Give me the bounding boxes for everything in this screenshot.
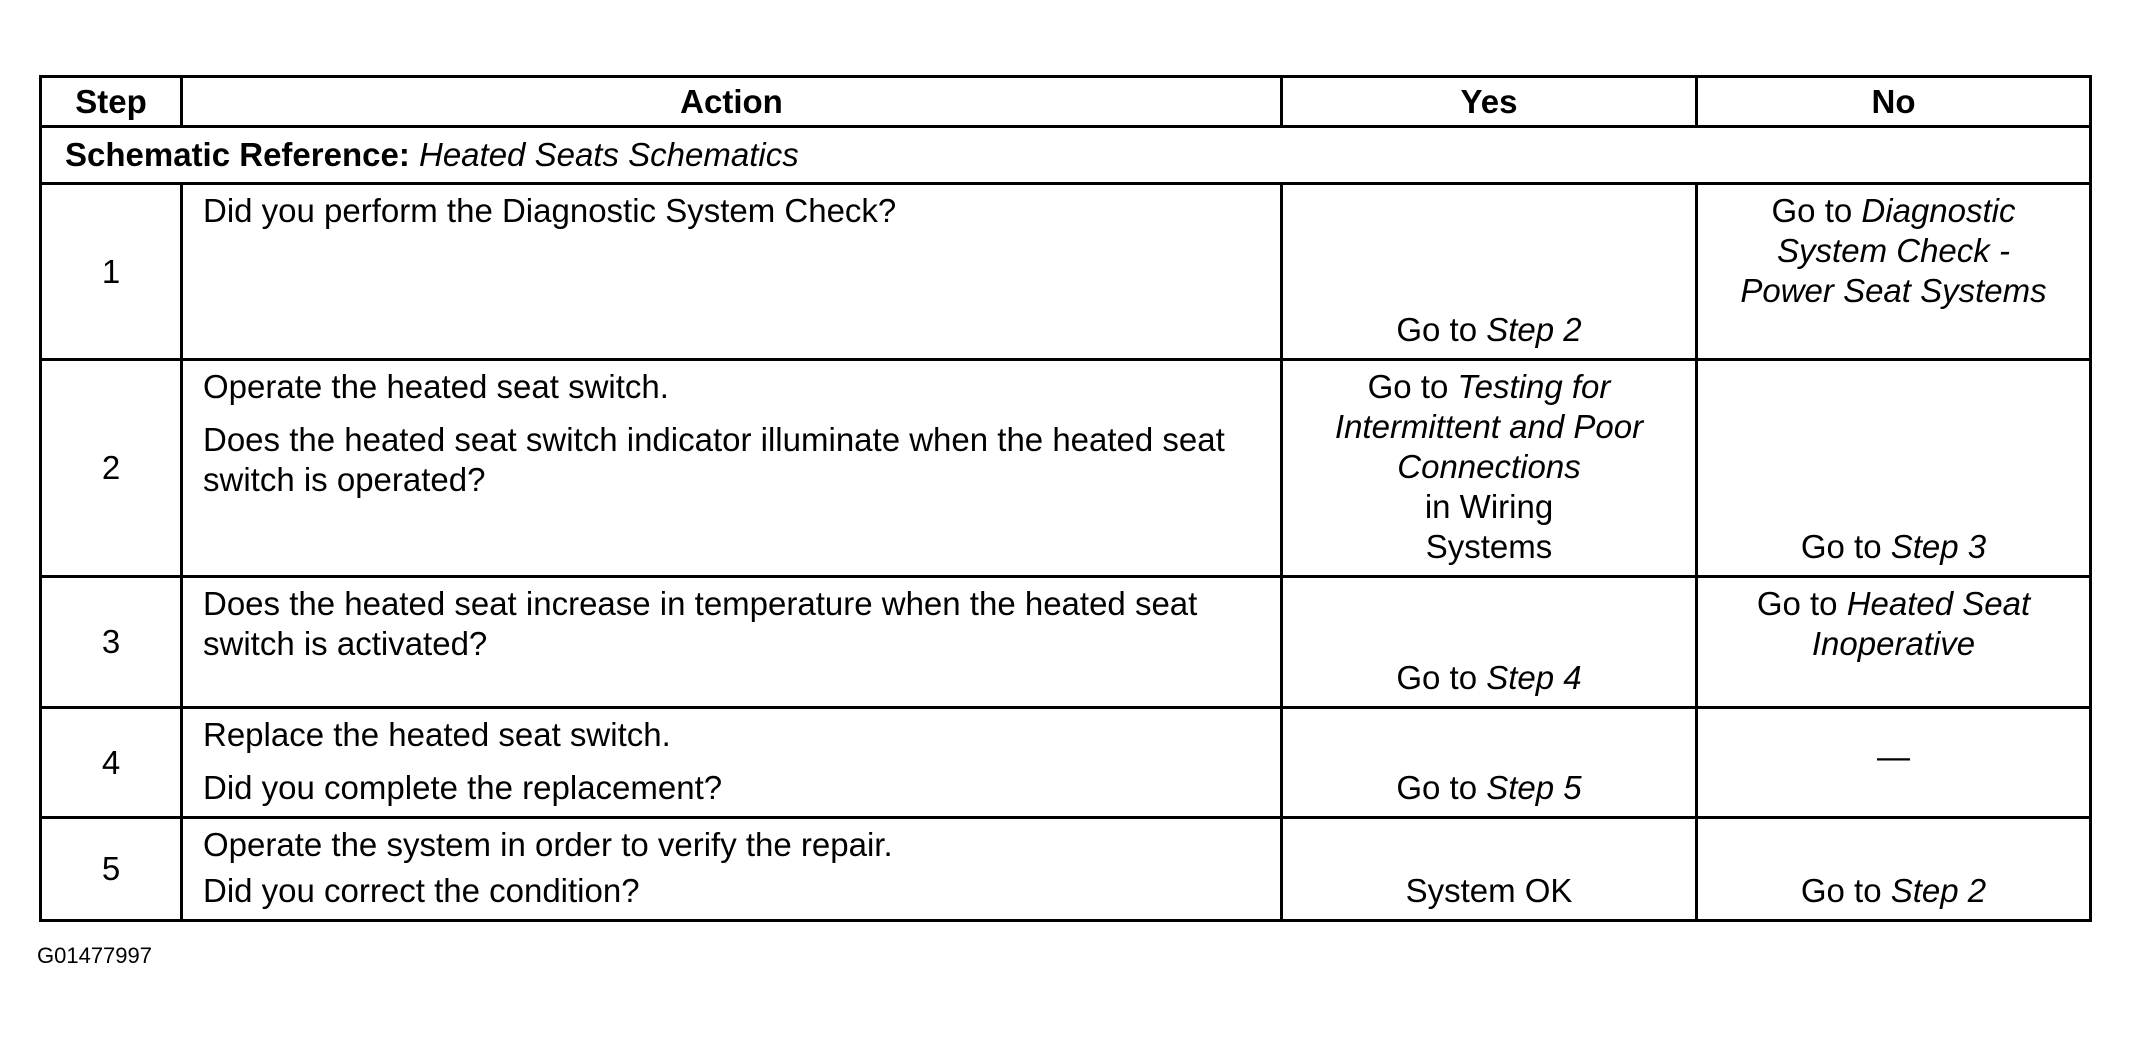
- no-cell: [1697, 360, 2091, 577]
- yes-cell: [1282, 360, 1697, 577]
- yes-cell: [1282, 577, 1697, 708]
- step-number: 4: [41, 708, 182, 818]
- action-text: Operate the heated seat switch.: [203, 368, 669, 405]
- procedure-link[interactable]: System Check -: [1777, 232, 2010, 269]
- procedure-link[interactable]: Inoperative: [1811, 625, 1976, 662]
- procedure-link[interactable]: Heated Seat: [1846, 585, 2031, 622]
- procedure-link[interactable]: Diagnostic: [1861, 192, 2016, 229]
- step-number: 2: [41, 360, 182, 577]
- no-result: Go to Diagnostic: [1771, 192, 2016, 229]
- no-cell: [1697, 184, 2091, 360]
- action-question: Did you correct the condition?: [203, 872, 640, 909]
- yes-cell: [1282, 184, 1697, 360]
- yes-cell: [1282, 708, 1697, 818]
- yes-result-suffix: Systems: [1425, 528, 1553, 565]
- action-question: Does the heated seat switch indicator illuminate when the heated seat switch is operated?: [203, 421, 1225, 498]
- step-link[interactable]: Step 2: [1890, 872, 1987, 909]
- action-text: Did you perform the Diagnostic System Check?: [203, 192, 897, 229]
- action-cell: [182, 184, 1282, 360]
- schematic-reference-row: [41, 127, 2091, 184]
- yes-cell: [1282, 818, 1697, 921]
- step-number: 1: [41, 184, 182, 360]
- yes-result: System OK: [1405, 872, 1573, 909]
- step-link[interactable]: Step 5: [1486, 769, 1582, 806]
- header-yes: Yes: [1282, 77, 1697, 127]
- schematic-reference-cell: [41, 127, 2091, 184]
- procedure-link[interactable]: Intermittent and Poor: [1334, 408, 1644, 445]
- procedure-link[interactable]: Connections: [1397, 448, 1581, 485]
- yes-result: Go to Testing for: [1367, 368, 1611, 405]
- action-cell: [182, 708, 1282, 818]
- yes-result: Go to Step 2: [1396, 311, 1582, 348]
- table-row: [41, 708, 2091, 818]
- no-cell: [1697, 818, 2091, 921]
- action-cell: [182, 360, 1282, 577]
- procedure-link[interactable]: Testing for: [1457, 368, 1611, 405]
- no-cell: [1697, 577, 2091, 708]
- yes-result: Go to Step 5: [1396, 769, 1582, 806]
- action-cell: [182, 818, 1282, 921]
- no-result: Go to Step 2: [1800, 872, 1987, 909]
- diagnostic-table: [39, 75, 2092, 922]
- action-question: Did you complete the replacement?: [203, 769, 723, 806]
- action-cell: [182, 577, 1282, 708]
- yes-result-suffix: in Wiring: [1424, 488, 1554, 525]
- yes-result: Go to Step 4: [1396, 659, 1582, 696]
- figure-id: G01477997: [37, 943, 152, 968]
- table-row: [41, 184, 2091, 360]
- procedure-link[interactable]: Power Seat Systems: [1740, 272, 2047, 309]
- action-question: Does the heated seat increase in temperature when the heated seat switch is activated?: [203, 585, 1198, 662]
- step-link[interactable]: Step 4: [1486, 659, 1582, 696]
- step-number: 5: [41, 818, 182, 921]
- header-action: Action: [182, 77, 1282, 127]
- header-no: No: [1697, 77, 2091, 127]
- table-row: [41, 360, 2091, 577]
- action-text: Replace the heated seat switch.: [203, 716, 671, 753]
- no-result: Go to Heated Seat: [1756, 585, 2031, 622]
- step-number: 3: [41, 577, 182, 708]
- action-text: Operate the system in order to verify the repair.: [203, 826, 893, 863]
- table-row: [41, 577, 2091, 708]
- header-row: [41, 77, 2091, 127]
- no-result-dash: —: [1877, 737, 1910, 775]
- schematic-reference-label: Schematic Reference:: [65, 136, 410, 173]
- table-row: [41, 818, 2091, 921]
- no-result: Go to Step 3: [1800, 528, 1987, 565]
- schematic-reference-link[interactable]: Heated Seats Schematics: [419, 136, 799, 173]
- header-step: Step: [41, 77, 182, 127]
- step-link[interactable]: Step 2: [1486, 311, 1582, 348]
- no-cell: [1697, 708, 2091, 818]
- step-link[interactable]: Step 3: [1890, 528, 1987, 565]
